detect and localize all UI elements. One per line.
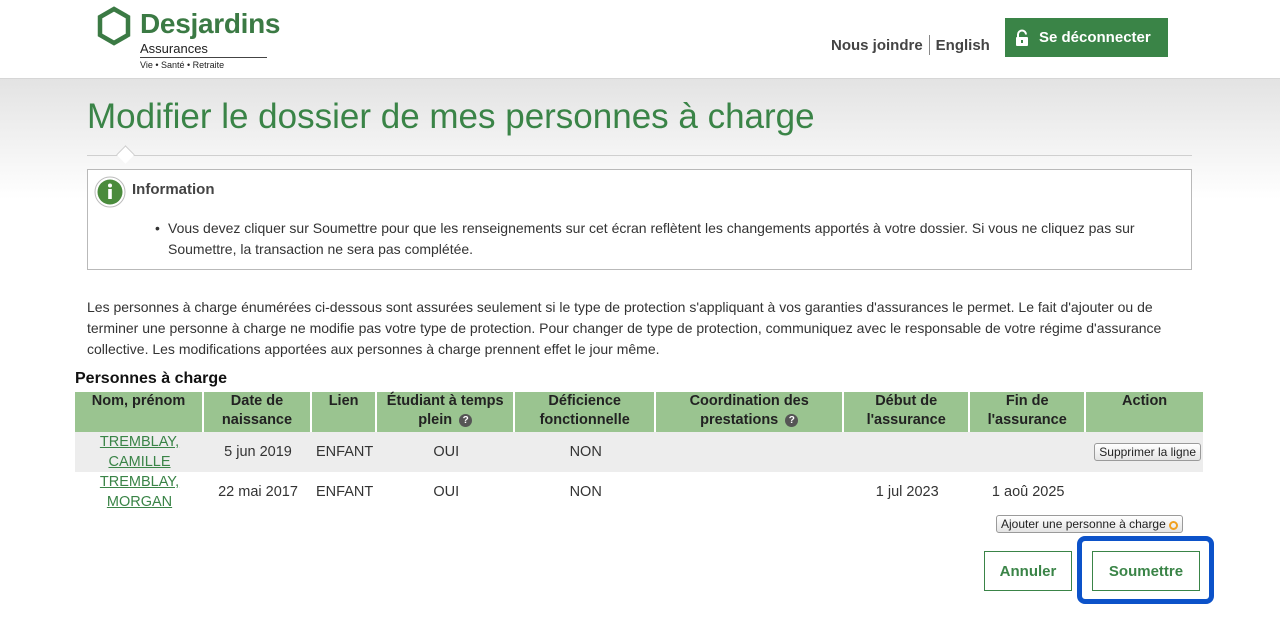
page-title: Modifier le dossier de mes personnes à charge <box>87 97 815 136</box>
cell-action <box>1086 472 1203 512</box>
hexagon-logo-icon <box>96 6 132 46</box>
cell-disability: NON <box>515 472 656 512</box>
language-link[interactable]: English <box>935 36 990 54</box>
column-header-disability: Déficience fonctionnelle <box>515 392 656 432</box>
logo-divider <box>140 57 267 58</box>
column-header-start: Début de l'assurance <box>844 392 970 432</box>
table-row <box>75 432 1203 472</box>
cell-student: OUI <box>377 432 515 472</box>
cell-end: 1 aoû 2025 <box>970 472 1086 512</box>
logo-subtitle: Assurances <box>140 41 208 56</box>
submit-button[interactable]: Soumettre <box>1092 551 1200 591</box>
cancel-button[interactable]: Annuler <box>984 551 1072 591</box>
top-links <box>831 35 990 55</box>
intro-paragraph: Les personnes à charge énumérées ci-dessous sont assurées seulement si le type de protection s'appliquant à vos garanties d'assurances le permet. Le fait d'ajouter ou de terminer une personne à charge ne modifie pas votre type de protection. Pour changer de type de protection, communiquez avec le responsable de votre régime d'assurance collective. Les modifications apportées aux personnes à charge prennent effet le jour même. <box>87 299 1162 357</box>
info-message: • Vous devez cliquer sur Soumettre pour que les renseignements sur cet écran reflètent les changements apportés à votre dossier. Si vous ne cliquez pas sur Soumettre, la transaction ne sera pas complétée. <box>168 218 1183 260</box>
cell-coordination <box>656 432 844 472</box>
cell-relation: ENFANT <box>312 432 377 472</box>
add-dependent-label: Ajouter une personne à charge <box>1001 517 1166 531</box>
cell-relation: ENFANT <box>312 472 377 512</box>
title-divider <box>87 155 1192 156</box>
dependent-name-link[interactable]: TREMBLAY, MORGAN <box>99 474 180 510</box>
cell-name <box>75 472 204 512</box>
column-header-action: Action <box>1086 392 1203 432</box>
info-icon <box>94 176 126 208</box>
delete-row-button[interactable]: Supprimer la ligne <box>1094 443 1201 461</box>
cell-disability: NON <box>515 432 656 472</box>
contact-link[interactable]: Nous joindre <box>831 36 923 54</box>
column-header-student: Étudiant à temps plein ? <box>377 392 515 432</box>
lock-icon <box>1015 29 1029 47</box>
logout-button[interactable] <box>1005 18 1168 57</box>
cell-student: OUI <box>377 472 515 512</box>
table-header-row <box>75 392 1203 432</box>
link-separator <box>929 35 930 55</box>
help-icon[interactable]: ? <box>785 414 798 427</box>
circle-arrow-icon <box>1169 521 1178 530</box>
dependent-name-link[interactable]: TREMBLAY, CAMILLE <box>99 434 180 470</box>
info-box <box>87 169 1192 270</box>
table-row <box>75 472 1203 512</box>
add-dependent-button[interactable] <box>996 515 1183 533</box>
cell-name <box>75 432 204 472</box>
cell-end <box>970 432 1086 472</box>
column-header-end: Fin de l'assurance <box>970 392 1086 432</box>
cell-birth-date: 5 jun 2019 <box>204 432 312 472</box>
logout-label: Se déconnecter <box>1039 29 1151 46</box>
cell-action <box>1086 432 1203 472</box>
column-header-name: Nom, prénom <box>75 392 204 432</box>
cell-start: 1 jul 2023 <box>844 472 970 512</box>
desjardins-logo[interactable] <box>96 6 281 76</box>
dependents-table <box>75 392 1203 512</box>
info-title: Information <box>132 181 215 198</box>
cell-start <box>844 432 970 472</box>
site-header <box>0 0 1280 79</box>
column-header-birth-date: Date de naissance <box>204 392 312 432</box>
dependents-section-title: Personnes à charge <box>75 370 228 387</box>
cell-coordination <box>656 472 844 512</box>
logo-tagline: Vie • Santé • Retraite <box>140 60 225 70</box>
column-header-relation: Lien <box>312 392 377 432</box>
help-icon[interactable]: ? <box>459 414 472 427</box>
logo-name: Desjardins <box>140 8 281 39</box>
column-header-coordination: Coordination des prestations ? <box>656 392 844 432</box>
cell-birth-date: 22 mai 2017 <box>204 472 312 512</box>
